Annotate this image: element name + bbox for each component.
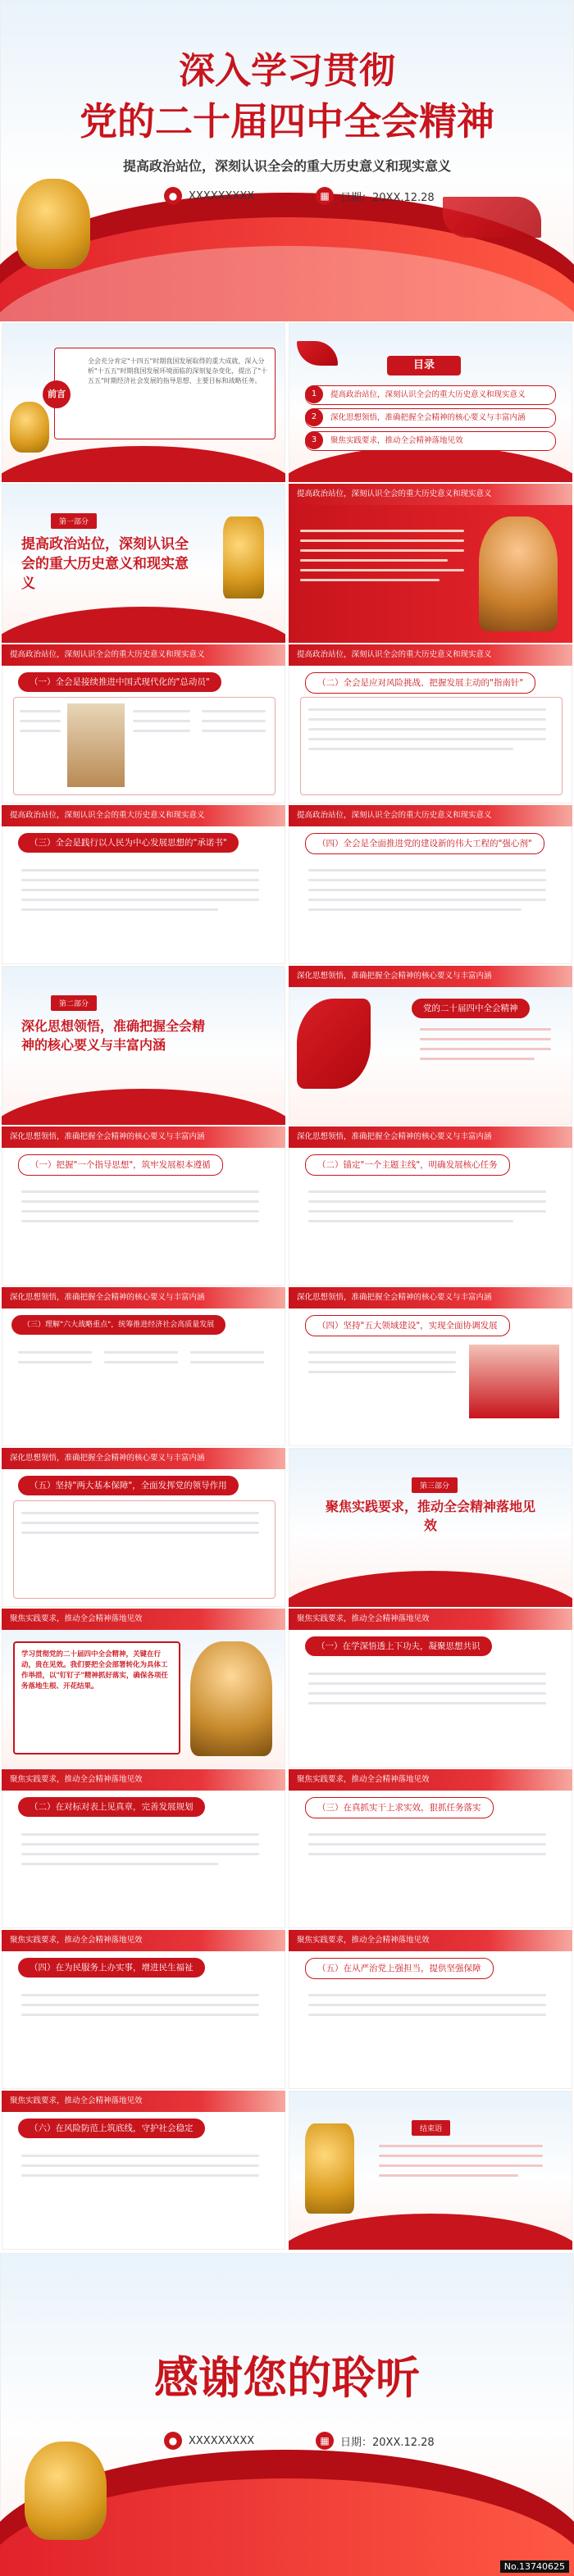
part3-header: 聚焦实践要求，推动全会精神落地见效 bbox=[2, 2091, 285, 2112]
text-line bbox=[308, 1702, 546, 1704]
lion-statue-icon bbox=[16, 179, 90, 269]
text-line bbox=[308, 2014, 546, 2016]
text-line bbox=[308, 1682, 546, 1685]
part1-sub2-slide bbox=[289, 644, 572, 803]
text-line bbox=[21, 2014, 259, 2016]
text-line bbox=[308, 708, 546, 711]
part3-sub5-slide bbox=[289, 1930, 572, 2089]
user-icon: ● bbox=[164, 2432, 182, 2450]
cover-date bbox=[316, 187, 435, 205]
text-line bbox=[308, 879, 546, 881]
text-line bbox=[21, 2164, 259, 2167]
cover-presenter-label: XXXXXXXXX bbox=[189, 189, 255, 203]
cover-title-line2: 党的二十届四中全会精神 bbox=[80, 99, 494, 143]
photo-icon bbox=[469, 1345, 559, 1418]
subhead-p3-1: （一）在学深悟透上下功夫，凝聚思想共识 bbox=[305, 1636, 492, 1656]
part3-header: 聚焦实践要求，推动全会精神落地见效 bbox=[2, 1769, 285, 1791]
toc-num: 3 bbox=[305, 431, 323, 449]
thanks-presenter bbox=[164, 2432, 254, 2450]
text-line bbox=[379, 2164, 543, 2167]
subhead-p2-5: （五）坚持"两大基本保障"，全面发挥党的领导作用 bbox=[18, 1476, 239, 1495]
quote-box bbox=[13, 1641, 180, 1755]
text-line bbox=[21, 2174, 259, 2177]
toc-item-label: 聚焦实践要求，推动全会精神落地见效 bbox=[330, 436, 463, 445]
cover-subtitle: 提高政治站位，深刻认识全会的重大历史意义和现实意义 bbox=[122, 158, 451, 174]
text-line bbox=[104, 1351, 178, 1354]
text-line bbox=[21, 879, 259, 881]
part1-sub3-slide bbox=[2, 805, 285, 964]
text-line bbox=[308, 899, 546, 901]
subhead-p3-2: （二）在对标对表上见真章，完善发展规划 bbox=[18, 1797, 205, 1817]
text-line bbox=[21, 1994, 259, 1996]
text-line bbox=[20, 720, 61, 722]
part2-sub2-slide bbox=[289, 1126, 572, 1286]
toc-item-1[interactable] bbox=[305, 385, 556, 405]
cover-presenter bbox=[164, 187, 254, 205]
text-line bbox=[21, 1200, 259, 1203]
text-line bbox=[300, 530, 464, 532]
ending-slide bbox=[289, 2091, 572, 2250]
part3-header: 聚焦实践要求，推动全会精神落地见效 bbox=[289, 1609, 572, 1630]
part3-header: 聚焦实践要求，推动全会精神落地见效 bbox=[289, 1769, 572, 1791]
part1-header: 提高政治站位，深刻认识全会的重大历史意义和现实意义 bbox=[289, 644, 572, 666]
watermark-label: No.13740625 bbox=[500, 2560, 569, 2573]
text-line bbox=[21, 1863, 218, 1865]
flag-icon bbox=[297, 341, 338, 366]
toc-item-label: 提高政治站位，深刻认识全会的重大历史意义和现实意义 bbox=[330, 390, 526, 399]
flag-icon bbox=[443, 197, 541, 238]
thanks-title: 感谢您的聆听 bbox=[154, 2351, 420, 2404]
subhead-p2-3: （三）理解"六大战略重点"，统筹推进经济社会高质量发展 bbox=[11, 1315, 226, 1335]
preface-box bbox=[54, 348, 276, 439]
text-line bbox=[21, 1853, 259, 1855]
preface-badge-label: 前言 bbox=[48, 389, 66, 399]
part1-header: 提高政治站位，深刻认识全会的重大历史意义和现实意义 bbox=[289, 484, 572, 505]
text-line bbox=[202, 720, 266, 722]
preface-badge bbox=[43, 380, 71, 408]
subhead-2: （二）全会是应对风险挑战、把握发展主动的"指南针" bbox=[305, 672, 535, 694]
toc-title bbox=[387, 356, 461, 375]
toc-title-label: 目录 bbox=[412, 359, 435, 371]
preface-slide bbox=[2, 323, 285, 482]
part3-sub2-slide bbox=[2, 1769, 285, 1928]
part2-sub1-slide bbox=[2, 1126, 285, 1286]
text-line bbox=[308, 1673, 546, 1675]
part3-header: 聚焦实践要求，推动全会精神落地见效 bbox=[2, 1609, 285, 1630]
ending-wave bbox=[289, 2214, 572, 2250]
text-line bbox=[20, 710, 61, 712]
part3-title: 聚焦实践要求，推动全会精神落地见效 bbox=[325, 1499, 535, 1533]
text-line bbox=[21, 1210, 259, 1213]
part3-sub1-slide bbox=[289, 1609, 572, 1768]
calendar-icon: ▦ bbox=[316, 187, 334, 205]
text-line bbox=[420, 1058, 535, 1060]
ending-badge: 结束语 bbox=[412, 2120, 450, 2136]
part1-badge: 第一部分 bbox=[51, 513, 97, 529]
toc-slide bbox=[289, 323, 572, 482]
part3-sub4-slide bbox=[2, 1930, 285, 2089]
monument-icon bbox=[305, 2123, 354, 2214]
text-line bbox=[308, 1833, 546, 1836]
cover-date-label: 日期：20XX.12.28 bbox=[340, 191, 435, 204]
text-line bbox=[21, 899, 259, 901]
part1-header: 提高政治站位，深刻认识全会的重大历史意义和现实意义 bbox=[2, 644, 285, 666]
thanks-slide bbox=[0, 2253, 574, 2576]
text-line bbox=[104, 1361, 178, 1363]
text-line bbox=[308, 718, 546, 721]
thanks-date-label: 日期：20XX.12.28 bbox=[340, 2436, 435, 2449]
part3-header: 聚焦实践要求，推动全会精神落地见效 bbox=[2, 1930, 285, 1951]
monument-icon bbox=[223, 517, 264, 598]
part2-title-slide bbox=[2, 966, 285, 1125]
text-line bbox=[21, 2004, 259, 2006]
part1-sub1-slide bbox=[2, 644, 285, 803]
text-line bbox=[379, 2145, 543, 2147]
part2-title: 深化思想领悟，准确把握全会精神的核心要义与丰富内涵 bbox=[21, 1018, 206, 1053]
text-line bbox=[18, 1361, 92, 1363]
subhead-p3-5: （五）在从严治党上强担当，提供坚强保障 bbox=[305, 1958, 494, 1979]
text-line bbox=[21, 2155, 259, 2157]
part2-header: 深化思想领悟，准确把握全会精神的核心要义与丰富内涵 bbox=[2, 1126, 285, 1148]
thanks-date bbox=[316, 2432, 435, 2450]
toc-item-label: 深化思想领悟，准确把握全会精神的核心要义与丰富内涵 bbox=[330, 413, 526, 422]
text-line bbox=[190, 1361, 264, 1363]
text-line bbox=[308, 1371, 456, 1373]
text-line bbox=[20, 730, 61, 732]
lion-statue-icon bbox=[25, 2442, 107, 2540]
lion-statue-icon bbox=[10, 402, 49, 453]
part1-header: 提高政治站位，深刻认识全会的重大历史意义和现实意义 bbox=[2, 805, 285, 826]
text-line bbox=[300, 569, 464, 571]
part2-wave bbox=[2, 1089, 285, 1125]
part1-statue-slide bbox=[289, 484, 572, 643]
subhead-p3-3: （三）在真抓实干上求实效，狠抓任务落实 bbox=[305, 1797, 494, 1818]
text-line bbox=[18, 1351, 92, 1354]
calendar-icon: ▦ bbox=[316, 2432, 334, 2450]
text-line bbox=[308, 1843, 546, 1846]
thanks-presenter-label: XXXXXXXXX bbox=[189, 2434, 255, 2447]
text-line bbox=[21, 1512, 259, 1514]
text-line bbox=[133, 720, 190, 722]
text-line bbox=[308, 2004, 546, 2006]
cover-title-line1: 深入学习贯彻 bbox=[179, 50, 395, 92]
part2-intro-slide bbox=[289, 966, 572, 1125]
text-line bbox=[308, 1692, 546, 1695]
part3-sub3-slide bbox=[289, 1769, 572, 1928]
part1-title-slide bbox=[2, 484, 285, 643]
part2-header: 深化思想领悟，准确把握全会精神的核心要义与丰富内涵 bbox=[289, 1287, 572, 1308]
part3-sub6-slide bbox=[2, 2091, 285, 2250]
photo-icon bbox=[67, 703, 125, 787]
part3-wave bbox=[289, 1571, 572, 1607]
text-line bbox=[21, 1531, 259, 1534]
part3-quote-slide bbox=[2, 1609, 285, 1768]
toc-item-2[interactable] bbox=[305, 408, 556, 428]
toc-num: 1 bbox=[305, 385, 323, 403]
text-line bbox=[308, 1351, 456, 1354]
text-line bbox=[308, 1994, 546, 1996]
part3-header: 聚焦实践要求，推动全会精神落地见效 bbox=[289, 1930, 572, 1951]
text-line bbox=[21, 1522, 259, 1524]
content-card bbox=[13, 1500, 276, 1599]
subhead-p3-6: （六）在风险防范上筑底线，守护社会稳定 bbox=[18, 2119, 205, 2138]
text-line bbox=[202, 730, 266, 732]
text-line bbox=[308, 1361, 456, 1363]
part3-badge: 第三部分 bbox=[412, 1477, 458, 1493]
flag-icon bbox=[297, 999, 371, 1089]
text-line bbox=[202, 710, 266, 712]
subhead-3: （三）全会是践行以人民为中心发展思想的"承诺书" bbox=[18, 833, 239, 853]
text-line bbox=[308, 748, 513, 750]
statue-icon bbox=[479, 517, 558, 631]
text-line bbox=[300, 579, 440, 581]
subhead-p2-4: （四）坚持"五大领域建设"，实现全面协调发展 bbox=[305, 1315, 510, 1336]
text-line bbox=[308, 869, 546, 872]
preface-text: 全会充分肯定"十四五"时期我国发展取得的重大成就，深入分析"十五五"时期我国发展环境面临的深刻复杂变化，提出了"十五五"时期经济社会发展的指导思想、主要目标和战略任务。 bbox=[88, 357, 268, 385]
subhead-p3-4: （四）在为民服务上办实事，增进民生福祉 bbox=[18, 1958, 205, 1978]
part2-header: 深化思想领悟，准确把握全会精神的核心要义与丰富内涵 bbox=[289, 966, 572, 987]
content-card bbox=[300, 697, 563, 795]
text-line bbox=[379, 2174, 518, 2177]
part2-header: 深化思想领悟，准确把握全会精神的核心要义与丰富内涵 bbox=[2, 1287, 285, 1308]
text-line bbox=[308, 1210, 546, 1213]
text-line bbox=[300, 539, 464, 542]
subhead-4: （四）全会是全面推进党的建设新的伟大工程的"强心剂" bbox=[305, 833, 544, 854]
part3-title-slide bbox=[289, 1448, 572, 1607]
statue-icon bbox=[190, 1641, 272, 1756]
text-line bbox=[308, 1220, 513, 1222]
text-line bbox=[133, 730, 190, 732]
text-line bbox=[21, 889, 259, 891]
text-line bbox=[308, 1190, 546, 1193]
text-line bbox=[308, 728, 546, 730]
user-icon: ● bbox=[164, 187, 182, 205]
text-line bbox=[21, 1833, 259, 1836]
text-line bbox=[308, 1853, 546, 1855]
text-line bbox=[308, 738, 546, 740]
text-line bbox=[21, 1220, 259, 1222]
text-line bbox=[21, 1190, 259, 1193]
quote-text: 学习贯彻党的二十届四中全会精神，关键在行动，贵在见效。我们要把全会部署转化为具体工作举措，以"钉钉子"精神抓好落实，确保各项任务落地生根、开花结果。 bbox=[21, 1650, 168, 1691]
subhead-1: （一）全会是接续推进中国式现代化的"总动员" bbox=[18, 672, 221, 692]
text-line bbox=[300, 559, 448, 562]
toc-wave bbox=[289, 446, 572, 482]
text-line bbox=[420, 1028, 551, 1031]
part2-sub3-slide bbox=[2, 1287, 285, 1446]
part1-title: 提高政治站位，深刻认识全会的重大历史意义和现实意义 bbox=[21, 536, 189, 592]
text-line bbox=[300, 549, 464, 552]
text-line bbox=[190, 1351, 264, 1354]
text-line bbox=[21, 869, 259, 872]
preface-wave bbox=[2, 446, 285, 482]
part1-wave bbox=[2, 607, 285, 643]
part2-sub4-slide bbox=[289, 1287, 572, 1446]
text-line bbox=[420, 1048, 551, 1050]
subhead-p2-2: （二）锚定"一个主题主线"，明确发展核心任务 bbox=[305, 1154, 510, 1176]
part1-sub4-slide bbox=[289, 805, 572, 964]
text-line bbox=[308, 1200, 546, 1203]
text-line bbox=[420, 1038, 551, 1040]
text-line bbox=[308, 908, 522, 911]
text-line bbox=[379, 2155, 543, 2157]
part2-badge: 第二部分 bbox=[51, 995, 97, 1011]
part2-header: 深化思想领悟，准确把握全会精神的核心要义与丰富内涵 bbox=[2, 1448, 285, 1469]
cover-slide bbox=[0, 0, 574, 321]
part2-intro-title: 党的二十届四中全会精神 bbox=[412, 999, 530, 1018]
toc-num: 2 bbox=[305, 408, 323, 426]
toc-item-3[interactable] bbox=[305, 431, 556, 451]
text-line bbox=[21, 908, 218, 911]
text-line bbox=[133, 710, 190, 712]
part1-header: 提高政治站位，深刻认识全会的重大历史意义和现实意义 bbox=[289, 805, 572, 826]
part2-header: 深化思想领悟，准确把握全会精神的核心要义与丰富内涵 bbox=[289, 1126, 572, 1148]
text-line bbox=[21, 1843, 259, 1846]
text-line bbox=[308, 889, 546, 891]
subhead-p2-1: （一）把握"一个指导思想"，筑牢发展根本遵循 bbox=[18, 1154, 223, 1176]
part2-sub5-slide bbox=[2, 1448, 285, 1607]
